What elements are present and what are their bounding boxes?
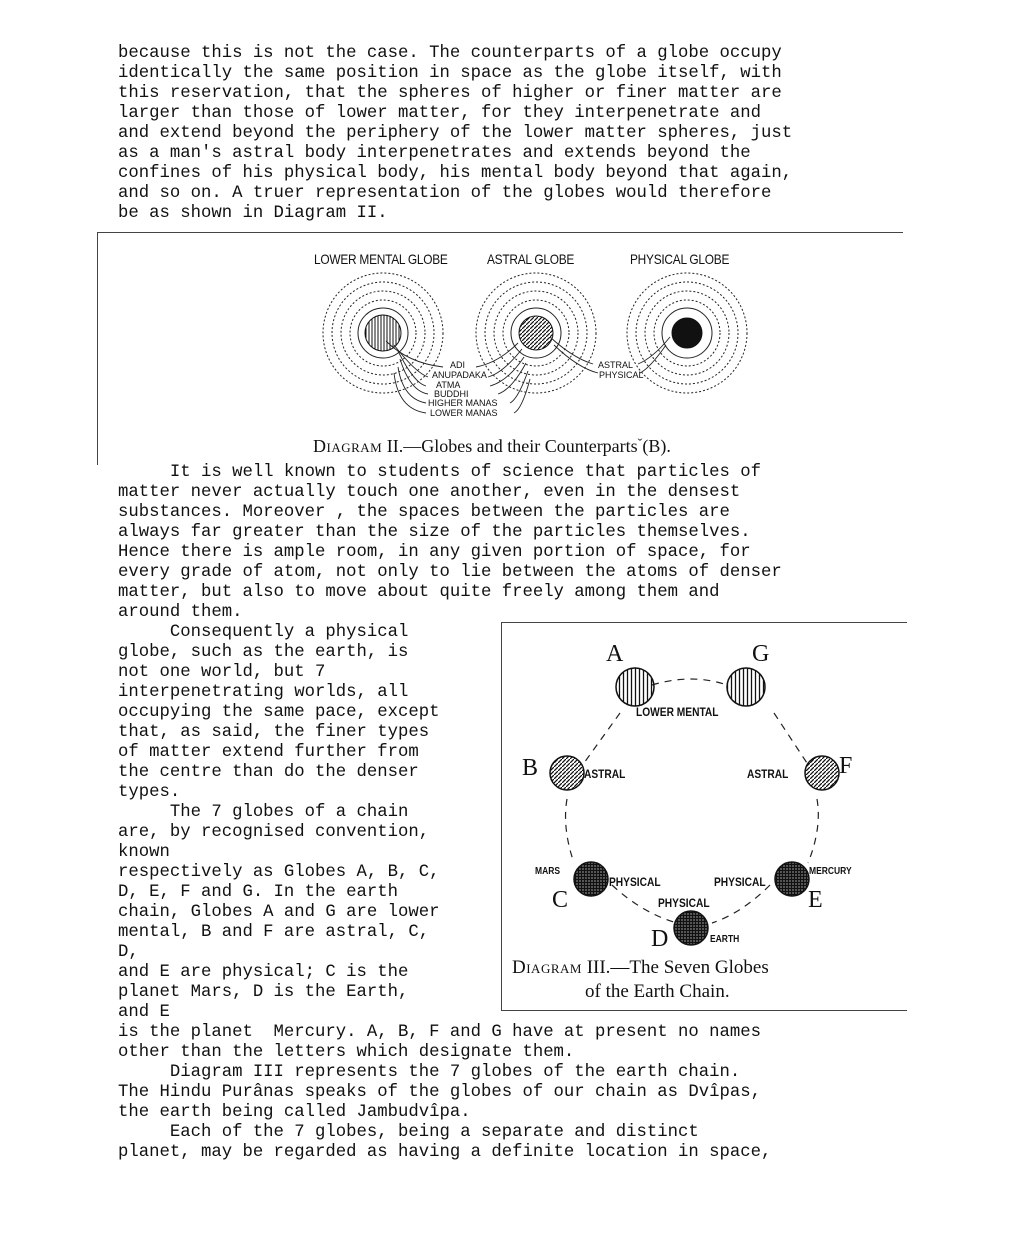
plane-label-atma: ATMA	[436, 380, 461, 390]
label-earth: EARTH	[710, 934, 740, 945]
letter-d: D	[651, 926, 669, 952]
diagram-3	[501, 622, 907, 1011]
globe-d	[674, 911, 708, 945]
physical-globe	[627, 273, 747, 393]
plane-label-higher-manas: HIGHER MANAS	[428, 398, 498, 408]
plane-label-anupadaka: ANUPADAKA	[432, 370, 487, 380]
diagram-2-caption: Diagram II.—Globes and their Counterparts$^ˇ$(B).	[313, 436, 671, 456]
globe-a	[616, 668, 654, 706]
label-astral-f: ASTRAL	[747, 767, 789, 781]
globe-c	[574, 862, 608, 896]
label-physical-e: PHYSICAL	[714, 875, 766, 889]
lower-mental-globe-label: LOWER MENTAL GLOBE	[314, 251, 448, 267]
side-label-astral: ASTRAL	[598, 360, 634, 370]
globe-b	[550, 756, 584, 790]
plane-label-adi: ADI	[450, 360, 466, 370]
globe-f	[805, 756, 839, 790]
plane-label-buddhi: BUDDHI	[434, 389, 469, 399]
physical-globe-label: PHYSICAL GLOBE	[630, 251, 730, 267]
letter-a: A	[606, 641, 624, 667]
diagram-3-caption-line2: of the Earth Chain.	[585, 981, 730, 1002]
letter-f: F	[839, 753, 853, 779]
label-astral-b: ASTRAL	[584, 767, 626, 781]
paragraph-particles: It is well known to students of science that particles of matter never actually touch one another, even in the densest substances. Moreover , the spaces between the particles are always far greater than the size of the particles themselves. Hence there is ample room, in any given portion of space, for every grade of atom, not only to lie between the atoms of denser matter, but also to move about quite freely among them and around them.	[118, 463, 782, 622]
label-lower-mental: LOWER MENTAL	[636, 705, 719, 719]
plane-label-lower-manas: LOWER MANAS	[430, 408, 498, 418]
paragraph-bottom: is the planet Mercury. A, B, F and G have at present no names other than the letters which designate them. Diagram III represents the 7 globes of the earth chain. The Hindu Purânas speaks of the globes of our chain as Dvîpas, the earth being called Jambudvîpa. Each of the 7 globes, being a separate and distinct planet, may be regarded as having a definite location in space,	[118, 1023, 772, 1162]
label-physical-d: PHYSICAL	[658, 896, 710, 910]
letter-b: B	[522, 755, 539, 781]
label-mars: MARS	[535, 866, 561, 877]
globe-e	[775, 862, 809, 896]
astral-globe-label: ASTRAL GLOBE	[487, 251, 575, 267]
letter-c: C	[552, 887, 569, 913]
globes-illustration	[98, 233, 903, 465]
letter-g: G	[752, 641, 770, 667]
label-physical-c: PHYSICAL	[609, 875, 661, 889]
lower-mental-globe	[323, 273, 443, 393]
diagram-3-caption-line1: Diagram III.—The Seven Globes	[512, 957, 769, 978]
diagram-2	[97, 232, 903, 465]
paragraph-left-column: Consequently a physical globe, such as the earth, is not one world, but 7 interpenetrating worlds, all occupying the same pace, except that, as said, the finer types of matter extend further from the centre than do the denser types. The 7 globes of a chain are, by recognised convention, known respectively as Globes A, B, C, D, E, F and G. In the earth chain, Globes A and G are lower mental, B and F are astral, C, D, and E are physical; C is the planet Mars, D is the Earth, and E	[118, 623, 440, 1022]
paragraph-intro: because this is not the case. The counterparts of a globe occupy identically the same position in space as the globe itself, with this reservation, that the spheres of higher or finer matter are larger than those of lower matter, for they interpenetrate and and extend beyond the periphery of the lower matter spheres, just as a man's astral body interpenetrates and extends beyond the confines of his physical body, his mental body beyond that again, and so on. A truer representation of the globes would therefore be as shown in Diagram II.	[118, 44, 793, 223]
earth-chain-illustration	[502, 623, 907, 1010]
side-label-physical: PHYSICAL	[599, 370, 644, 380]
globe-g	[727, 668, 765, 706]
label-mercury: MERCURY	[809, 866, 852, 877]
letter-e: E	[808, 887, 823, 913]
